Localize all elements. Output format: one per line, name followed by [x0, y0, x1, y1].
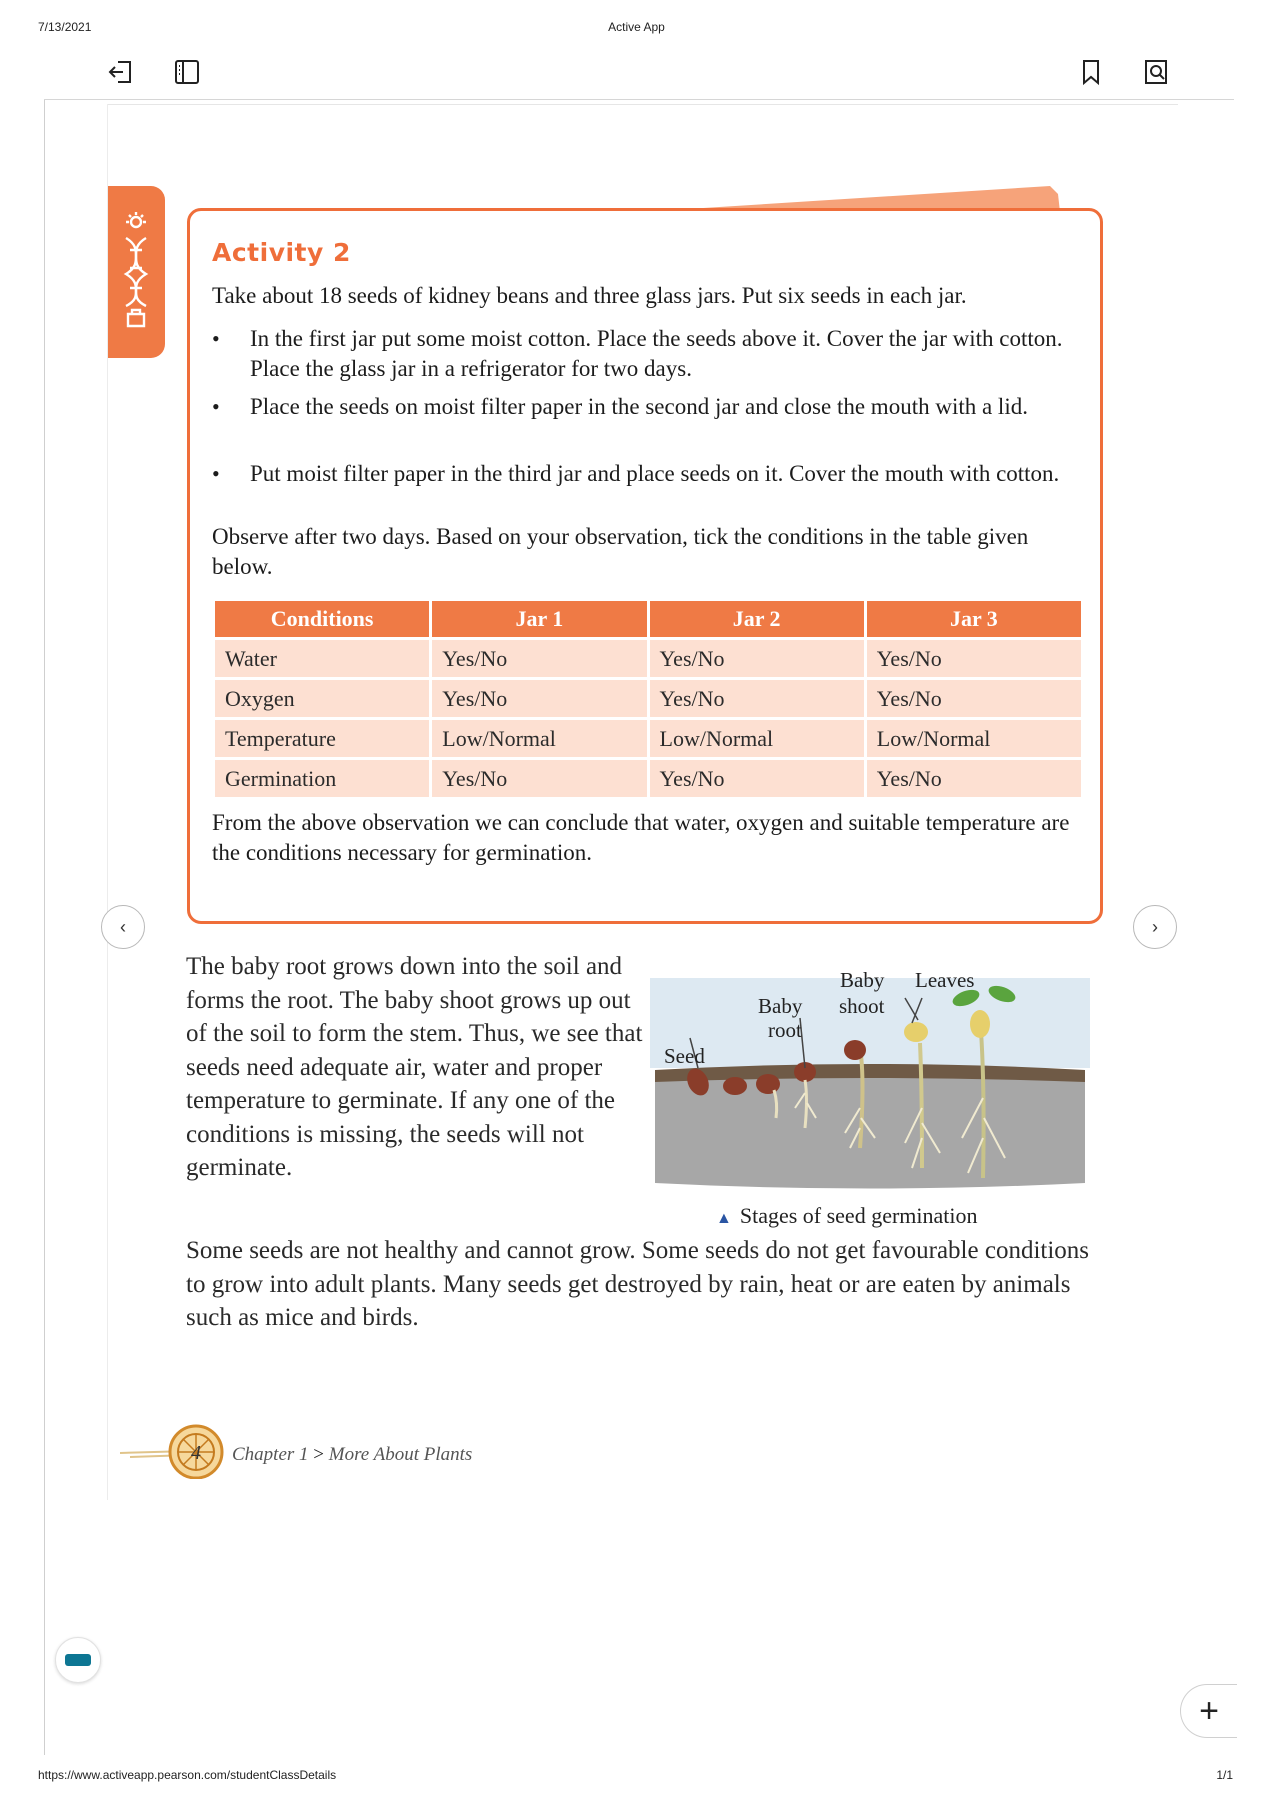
activity-bullet — [212, 459, 1082, 521]
activity-bullet — [212, 392, 1082, 454]
activity-observe: Observe after two days. Based on your observation, tick the conditions in the table given below. — [212, 524, 1029, 579]
body-paragraph-text: Some seeds are not healthy and cannot grow. Some seeds do not get favourable conditions to grow into adult plants. Many seeds get destroyed by rain, heat or are eaten by animals such as mice and birds. — [186, 1237, 1090, 1331]
chapter-breadcrumb — [232, 1444, 472, 1466]
page-number: 4 — [191, 1442, 201, 1464]
chevron-right-icon: › — [1152, 916, 1158, 937]
section-label: More About Plants — [328, 1444, 473, 1465]
plus-icon: + — [1199, 1691, 1219, 1730]
conditions-table — [212, 598, 1084, 800]
table-row — [215, 680, 1081, 717]
body-paragraph: The baby root grows down into the soil and forms the root. The baby shoot grows up out of the soil to form the stem. Thus, we see that seeds need adequate air, water and proper temperature to germinate. If any one of the conditions is missing, the seeds will not germinate. — [186, 953, 643, 1181]
print-url: https://www.activeapp.pearson.com/studentClassDetails — [38, 1768, 337, 1782]
science-tab — [108, 186, 165, 358]
germination-figure — [650, 958, 1090, 1194]
table-cell: Low/Normal — [432, 720, 646, 757]
viewer-left-border — [44, 100, 45, 1755]
print-page-count: 1/1 — [1216, 1768, 1233, 1782]
toolbar-divider — [44, 99, 1234, 100]
table-cell: Yes/No — [650, 640, 864, 677]
breadcrumb-separator: > — [313, 1444, 324, 1465]
label-leaves: Leaves — [915, 968, 975, 992]
print-date: 7/13/2021 — [38, 20, 92, 34]
bookmark-icon[interactable] — [1074, 55, 1108, 89]
bullet-text: Place the seeds on moist filter paper in the second jar and close the mouth with a lid. — [250, 394, 1028, 419]
table-cell: Low/Normal — [650, 720, 864, 757]
notes-toggle-button[interactable] — [55, 1637, 101, 1683]
caption-text: Stages of seed germination — [739, 1203, 978, 1228]
label-baby-shoot: shoot — [839, 994, 885, 1018]
table-cell: Yes/No — [867, 680, 1081, 717]
label-baby-root: Baby — [758, 994, 803, 1018]
table-cell: Yes/No — [867, 640, 1081, 677]
table-cell: Water — [215, 640, 429, 677]
bullet-text: Put moist filter paper in the third jar and place seeds on it. Cover the mouth with cotton. — [250, 461, 1060, 486]
table-header: Jar 2 — [650, 601, 864, 637]
table-cell: Temperature — [215, 720, 429, 757]
activity-intro: Take about 18 seeds of kidney beans and three glass jars. Put six seeds in each jar. — [212, 283, 967, 308]
page-top-border — [108, 104, 1178, 105]
table-header: Jar 1 — [432, 601, 646, 637]
bullet-dot: • — [212, 326, 220, 351]
table-cell: Low/Normal — [867, 720, 1081, 757]
bullet-text: In the first jar put some moist cotton. Place the seeds above it. Cover the jar with cotton. Place the glass jar in a refrigerator for two days. — [250, 326, 1063, 381]
search-page-icon[interactable] — [1139, 55, 1173, 89]
chapter-wheel-icon — [120, 1423, 230, 1479]
label-baby-shoot: Baby — [840, 968, 885, 992]
table-cell: Yes/No — [432, 640, 646, 677]
body-paragraph — [186, 1234, 1106, 1335]
table-row — [215, 720, 1081, 757]
table-row — [215, 760, 1081, 797]
bullet-dot: • — [212, 461, 220, 486]
prev-page-button[interactable] — [101, 905, 145, 949]
chapter-label: Chapter 1 — [232, 1444, 309, 1465]
print-title: Active App — [608, 20, 665, 34]
table-header: Conditions — [215, 601, 429, 637]
panel-icon[interactable] — [170, 55, 204, 89]
notes-icon — [65, 1654, 91, 1666]
science-icon — [116, 210, 156, 330]
table-header-row — [215, 601, 1081, 637]
label-baby-root: root — [768, 1018, 802, 1042]
table-cell: Germination — [215, 760, 429, 797]
chevron-left-icon: ‹ — [120, 916, 126, 937]
activity-conclusion: From the above observation we can conclude that water, oxygen and suitable temperature are the conditions necessary for germination. — [212, 810, 1070, 865]
activity-bullet — [212, 324, 1082, 386]
table-cell: Yes/No — [432, 680, 646, 717]
exit-icon[interactable] — [104, 55, 138, 89]
caption-triangle-icon: ▲ — [716, 1210, 732, 1227]
table-cell: Yes/No — [432, 760, 646, 797]
activity-title: Activity 2 — [212, 238, 351, 267]
bullet-dot: • — [212, 394, 220, 419]
figure-caption — [716, 1203, 978, 1229]
table-header: Jar 3 — [867, 601, 1081, 637]
label-seed: Seed — [664, 1044, 705, 1068]
table-cell: Yes/No — [650, 680, 864, 717]
table-cell: Oxygen — [215, 680, 429, 717]
add-button[interactable] — [1180, 1684, 1237, 1738]
table-row — [215, 640, 1081, 677]
next-page-button[interactable] — [1133, 905, 1177, 949]
table-cell: Yes/No — [867, 760, 1081, 797]
table-cell: Yes/No — [650, 760, 864, 797]
